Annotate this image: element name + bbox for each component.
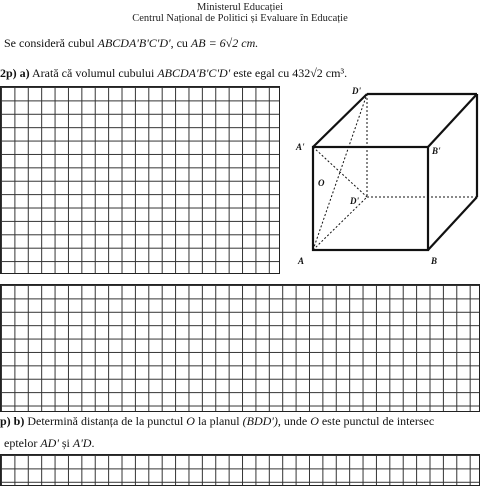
part-b-and: și bbox=[61, 436, 70, 450]
part-b-plane: (BDD') bbox=[242, 414, 278, 428]
label-b1: B' bbox=[432, 146, 441, 156]
ministry-title: Ministerul Educației bbox=[196, 2, 284, 13]
part-b-end: . bbox=[91, 436, 95, 450]
label-d1: D' bbox=[350, 196, 359, 206]
label-b: B bbox=[431, 256, 438, 266]
cube-name: ABCDA'B'C'D' bbox=[97, 36, 171, 50]
label-a1: A' bbox=[296, 142, 305, 152]
label-o: O bbox=[318, 178, 325, 188]
part-a-text: Arată că volumul cubului bbox=[32, 66, 155, 80]
label-d1-top: D' bbox=[352, 86, 361, 96]
part-b-text4: este punctul de intersec bbox=[321, 414, 435, 428]
part-b-points: p) bbox=[0, 414, 11, 428]
part-b-label: b) bbox=[13, 414, 25, 428]
answer-grid-a-lower[interactable] bbox=[0, 284, 480, 412]
part-b-text3: , unde bbox=[277, 414, 308, 428]
cube-edge-b-c bbox=[428, 197, 477, 250]
center-title: Centrul Național de Politici și Evaluare în Educație bbox=[132, 13, 348, 24]
cube-edge-b1-c1 bbox=[428, 94, 477, 147]
label-a: A bbox=[298, 256, 305, 266]
part-a-text2: este egal cu bbox=[233, 66, 290, 80]
part-b-text2: la planul bbox=[197, 414, 240, 428]
cube-diagonal-a1d bbox=[313, 147, 367, 197]
part-b-text: Determină distanța de la punctul bbox=[27, 414, 184, 428]
part-a-points: 2p) bbox=[0, 66, 17, 80]
part-b-point: O bbox=[186, 414, 195, 428]
part-a-value: 432√2 cm³. bbox=[292, 66, 348, 80]
comma-cu: , cu bbox=[170, 36, 188, 50]
part-b-seg2: A'D bbox=[72, 436, 92, 450]
cube-front-face bbox=[313, 147, 428, 250]
problem-statement bbox=[4, 36, 258, 51]
given-length: AB = 6√2 cm. bbox=[190, 36, 259, 50]
cube-edge-a1-d1 bbox=[313, 94, 367, 147]
answer-grid-a[interactable] bbox=[0, 86, 280, 274]
part-a-statement bbox=[0, 66, 347, 81]
part-b-statement-line2 bbox=[4, 436, 94, 451]
part-b-seg1: AD' bbox=[40, 436, 59, 450]
part-a-label: a) bbox=[19, 66, 30, 80]
part-b-statement bbox=[0, 414, 434, 429]
part-b-point2: O bbox=[310, 414, 319, 428]
cube-figure bbox=[290, 84, 480, 274]
part-b-line2-text: eptelor bbox=[4, 436, 38, 450]
intro-text: Se consideră cubul bbox=[4, 36, 95, 50]
part-a-cube-name: ABCDA'B'C'D' bbox=[157, 66, 231, 80]
answer-grid-b[interactable] bbox=[0, 454, 480, 486]
